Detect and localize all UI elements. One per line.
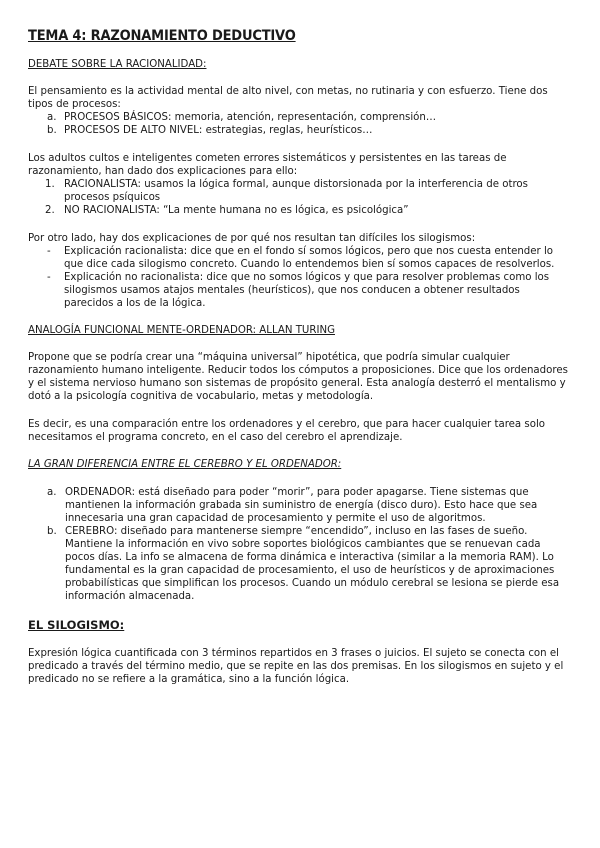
turing-paragraph: Propone que se podría crear una “máquina universal” hipotética, que podría simular cualquier razonamiento humano inteligente. Reducir todos los cómputos a proposiciones. Dice que los ordenadores y el sistema nervioso humano son sistemas de propósito general. Esta analogía desterró el mentalismo y dotó a la psicología cognitiva de vocabulario, metas y metodología. (28, 352, 568, 402)
document-page (28, 28, 568, 686)
page-title: TEMA 4: RAZONAMIENTO DEDUCTIVO (28, 28, 296, 44)
list-item: b. PROCESOS DE ALTO NIVEL: estrategias, reglas, heurísticos… (47, 125, 373, 136)
section-heading-racionalidad: DEBATE SOBRE LA RACIONALIDAD: (28, 59, 207, 70)
intro-paragraph: El pensamiento es la actividad mental de alto nivel, con metas, no rutinaria y con esfuerzo. Tiene dos tipos de procesos: (28, 86, 548, 110)
section-heading-turing: ANALOGÍA FUNCIONAL MENTE-ORDENADOR: ALLAN TURING (28, 325, 335, 336)
explanations-list (28, 178, 568, 217)
section-heading-silogismo: EL SILOGISMO: (28, 618, 125, 632)
comparison-paragraph: Es decir, es una comparación entre los ordenadores y el cerebro, que para hacer cualquier tarea solo necesitamos el programa concreto, en el caso del cerebro el aprendizaje. (28, 419, 546, 443)
syllogisms-list (28, 245, 568, 310)
subheading-diferencia: LA GRAN DIFERENCIA ENTRE EL CEREBRO Y EL ORDENADOR: (28, 459, 342, 470)
silogismo-paragraph: Expresión lógica cuantificada con 3 términos repartidos en 3 frases o juicios. El sujeto se conecta con el predicado a través del término medio, que se repite en las dos premisas. En los silogismos en sujeto y el predicado no se refiere a la gramática, sino a la función lógica. (28, 648, 564, 685)
list-item: 1. RACIONALISTA: usamos la lógica formal, aunque distorsionada por la interferencia de otros procesos psíquicos (45, 179, 528, 203)
process-types-list (28, 111, 568, 137)
list-item: - Explicación racionalista: dice que en el fondo sí somos lógicos, pero que nos cuesta entender lo que dice cada silogismo concreto. Cuando lo entendemos bien sí somos capaces de resolverlos. (47, 246, 555, 270)
list-item: b. CEREBRO: diseñado para mantenerse siempre “encendido”, incluso en las fases de sueño. Mantiene la información en vivo sobre soportes biológicos cambiantes que se renuevan cada pocos días. La info se almacena de forma dinámica e interactiva (similar a la memoria RAM). Lo fundamental es la gran capacidad de procesamiento, el uso de heurísticos y de aproximaciones probabilísticas que simplifican los procesos. Cuando un módulo cerebral se lesiona se pierde esa información almacenada. (47, 526, 560, 602)
differences-list (28, 486, 568, 603)
list-item: a. PROCESOS BÁSICOS: memoria, atención, representación, comprensión… (47, 112, 437, 123)
list-item: - Explicación no racionalista: dice que no somos lógicos y que para resolver problemas como los silogismos usamos atajos mentales (heurísticos), que nos conducen a obtener resultados parecidos a los de la lógica. (47, 272, 550, 309)
list-item: 2. NO RACIONALISTA: “La mente humana no es lógica, es psicológica” (45, 205, 409, 216)
adults-paragraph: Los adultos cultos e inteligentes cometen errores sistemáticos y persistentes en las tareas de razonamiento, han dado dos explicaciones para ello: (28, 153, 507, 177)
list-item: a. ORDENADOR: está diseñado para poder “morir”, para poder apagarse. Tiene sistemas que mantienen la información grabada sin suministro de energía (disco duro). Esto hace que sea innecesaria una gran capacidad de procesamiento y permite el uso de algoritmos. (47, 487, 538, 524)
syllogisms-intro: Por otro lado, hay dos explicaciones de por qué nos resultan tan difíciles los silogismos: (28, 233, 476, 244)
